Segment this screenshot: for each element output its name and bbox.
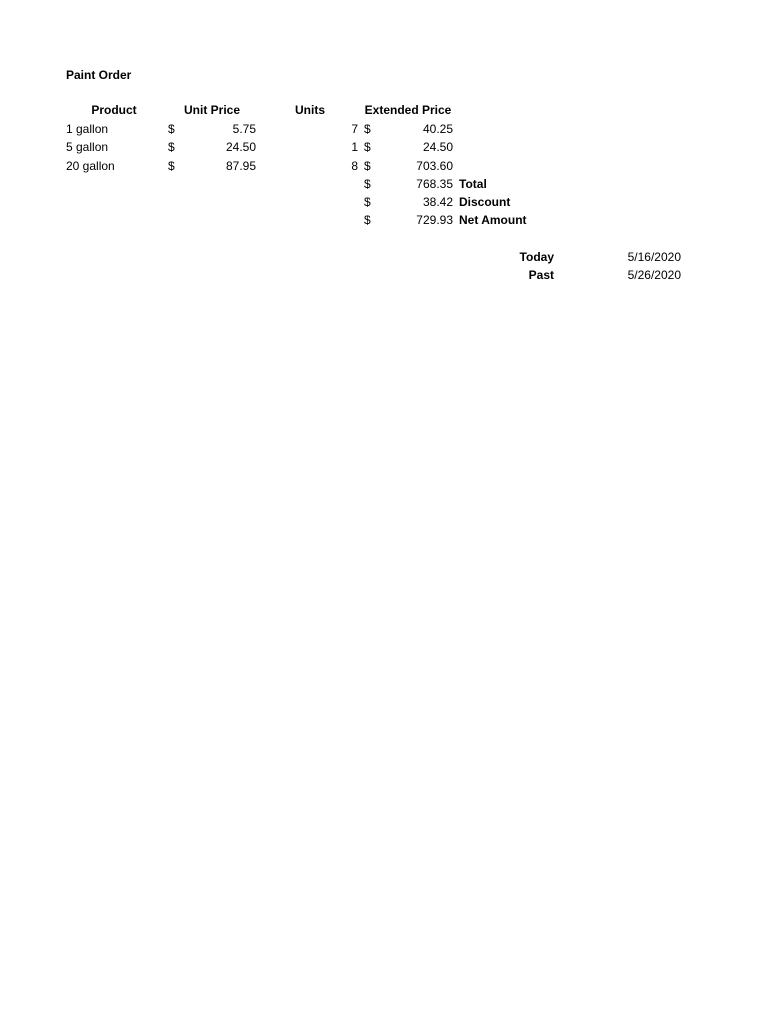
unit-price-cell: 24.50	[225, 140, 256, 154]
extended-price-cell: 24.50	[422, 140, 453, 154]
header-unit-price: Unit Price	[183, 103, 240, 117]
currency-symbol: $	[168, 140, 175, 154]
sheet-title: Paint Order	[66, 68, 132, 82]
currency-symbol: $	[364, 122, 371, 136]
currency-symbol: $	[364, 195, 371, 209]
total-value: 768.35	[416, 177, 453, 191]
currency-symbol: $	[168, 122, 175, 136]
units-cell: 7	[351, 122, 358, 136]
extended-price-cell: 40.25	[422, 122, 453, 136]
unit-price-cell: 87.95	[225, 159, 256, 173]
product-cell: 5 gallon	[66, 140, 109, 154]
past-label: Past	[528, 268, 554, 282]
product-cell: 20 gallon	[66, 159, 115, 173]
today-date: 5/16/2020	[627, 250, 681, 264]
past-date: 5/26/2020	[627, 268, 681, 282]
currency-symbol: $	[364, 213, 371, 227]
discount-label: Discount	[459, 195, 511, 209]
net-amount-value: 729.93	[416, 213, 453, 227]
currency-symbol: $	[168, 159, 175, 173]
currency-symbol: $	[364, 177, 371, 191]
unit-price-cell: 5.75	[232, 122, 256, 136]
currency-symbol: $	[364, 140, 371, 154]
product-cell: 1 gallon	[66, 122, 109, 136]
header-product: Product	[91, 103, 137, 117]
extended-price-cell: 703.60	[416, 159, 453, 173]
header-extended-price: Extended Price	[364, 103, 452, 117]
units-cell: 8	[351, 159, 358, 173]
net-amount-label: Net Amount	[459, 213, 527, 227]
discount-value: 38.42	[422, 195, 453, 209]
total-label: Total	[459, 177, 487, 191]
currency-symbol: $	[364, 159, 371, 173]
units-cell: 1	[351, 140, 358, 154]
today-label: Today	[519, 250, 554, 264]
header-units: Units	[295, 103, 325, 117]
